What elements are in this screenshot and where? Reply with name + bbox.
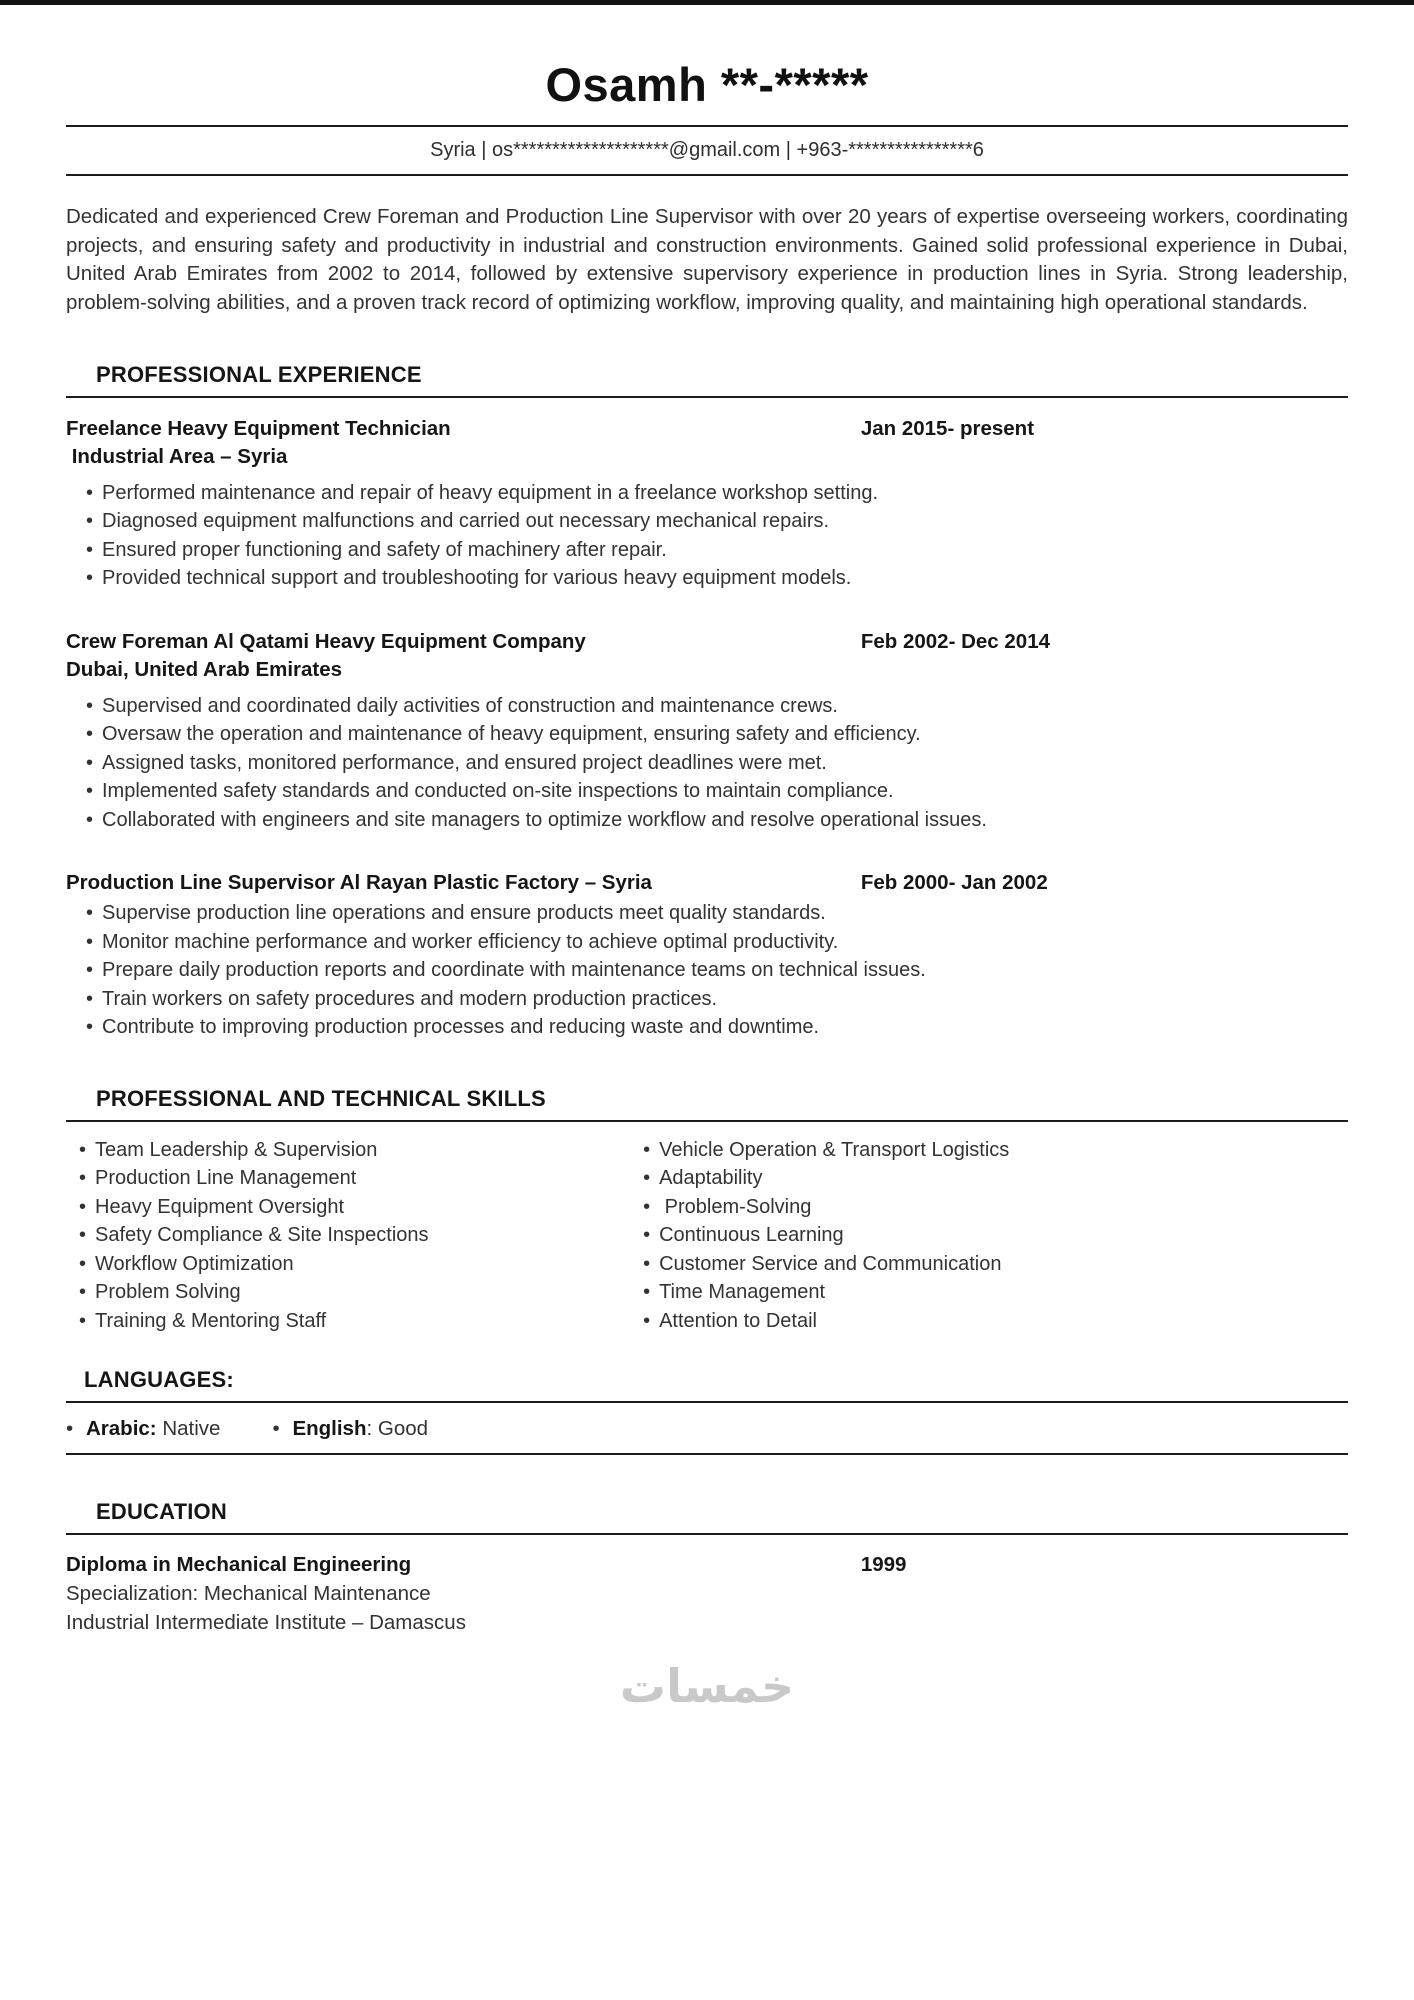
job-bullet: • Implemented safety standards and conducted on-site inspections to maintain compliance. [86, 777, 1348, 806]
job-bullet: • Oversaw the operation and maintenance of heavy equipment, ensuring safety and efficiency. [86, 720, 1348, 749]
job-bullet: • Ensured proper functioning and safety of machinery after repair. [86, 536, 1348, 565]
language-item [272, 1415, 428, 1443]
job-dates: Jan 2015- present [860, 416, 1035, 440]
job-bullet: • Supervise production line operations and ensure products meet quality standards. [86, 899, 1348, 928]
divider [66, 1120, 1348, 1122]
language-label: English [292, 1417, 367, 1441]
job-location: Industrial Area – Syria [66, 444, 288, 468]
skills-list-left [66, 1136, 630, 1336]
skill-item: • Attention to Detail [643, 1307, 1348, 1336]
job-bullet: • Supervised and coordinated daily activities of construction and maintenance crews. [86, 692, 1348, 721]
job-bullet-list [66, 899, 1348, 1042]
job-dates: Feb 2000- Jan 2002 [860, 871, 1048, 895]
skill-item: • Continuous Learning [643, 1221, 1348, 1250]
skill-item: • Team Leadership & Supervision [79, 1136, 630, 1165]
education-details [66, 1580, 1348, 1637]
skill-item: • Customer Service and Communication [643, 1250, 1348, 1279]
contact-line: Syria | os********************@gmail.com | +963-****************6 [430, 139, 984, 161]
job-title-block [66, 628, 861, 684]
skill-item: • Adaptability [643, 1164, 1348, 1193]
job-bullet: • Assigned tasks, monitored performance, and ensured project deadlines were met. [86, 749, 1348, 778]
education-institute: Industrial Intermediate Institute – Damascus [66, 1610, 466, 1634]
skills-column-right [630, 1136, 1348, 1336]
section-title-education: EDUCATION [96, 1499, 227, 1525]
job-title: Crew Foreman Al Qatami Heavy Equipment Company [66, 629, 586, 653]
job-header [66, 869, 1348, 897]
khamsat-watermark: خمسات [619, 1659, 795, 1714]
language-item [66, 1415, 220, 1443]
job-title: Freelance Heavy Equipment Technician [66, 416, 451, 440]
education-entry [66, 1551, 1348, 1637]
top-border [0, 0, 1414, 5]
job-location: Dubai, United Arab Emirates [66, 657, 343, 681]
language-label: Arabic: [86, 1417, 157, 1441]
skill-item: • Problem Solving [79, 1278, 630, 1307]
skill-item: • Problem-Solving [643, 1193, 1348, 1222]
divider [66, 174, 1348, 176]
job-title-block [66, 869, 861, 897]
divider [66, 1533, 1348, 1535]
language-level: Native [156, 1417, 221, 1441]
skills-columns [66, 1136, 1348, 1336]
skill-item: • Vehicle Operation & Transport Logistics [643, 1136, 1348, 1165]
language-level: : Good [366, 1417, 429, 1441]
divider [66, 1401, 1348, 1403]
job-bullet-list [66, 479, 1348, 593]
candidate-name: Osamh **-***** [545, 58, 869, 111]
education-year: 1999 [860, 1553, 907, 1577]
language-list [66, 1415, 1348, 1443]
job-bullet: • Prepare daily production reports and coordinate with maintenance teams on technical issues. [86, 956, 1348, 985]
education-specialization: Specialization: Mechanical Maintenance [66, 1582, 431, 1606]
experience-entry [66, 628, 1348, 835]
job-bullet: • Collaborated with engineers and site managers to optimize workflow and resolve operational issues. [86, 806, 1348, 835]
section-title-languages: LANGUAGES: [84, 1367, 234, 1393]
job-title: Production Line Supervisor Al Rayan Plastic Factory – Syria [66, 871, 652, 895]
skill-item: • Safety Compliance & Site Inspections [79, 1221, 630, 1250]
job-header [66, 628, 1348, 684]
skill-item: • Production Line Management [79, 1164, 630, 1193]
job-bullet: • Performed maintenance and repair of heavy equipment in a freelance workshop setting. [86, 479, 1348, 508]
divider [66, 125, 1348, 127]
skill-item: • Time Management [643, 1278, 1348, 1307]
job-header [66, 415, 1348, 471]
section-title-experience: PROFESSIONAL EXPERIENCE [96, 361, 422, 387]
skills-list-right [630, 1136, 1348, 1336]
skill-item: • Workflow Optimization [79, 1250, 630, 1279]
skills-column-left [66, 1136, 630, 1336]
resume-content [0, 57, 1414, 1713]
section-title-skills: PROFESSIONAL AND TECHNICAL SKILLS [96, 1085, 546, 1111]
divider [66, 1453, 1348, 1455]
job-dates: Feb 2002- Dec 2014 [860, 629, 1051, 653]
skill-item: • Training & Mentoring Staff [79, 1307, 630, 1336]
job-bullet: • Diagnosed equipment malfunctions and carried out necessary mechanical repairs. [86, 507, 1348, 536]
experience-entry [66, 415, 1348, 593]
job-bullet: • Monitor machine performance and worker efficiency to achieve optimal productivity. [86, 928, 1348, 957]
job-bullet-list [66, 692, 1348, 835]
experience-entry [66, 869, 1348, 1042]
job-bullet: • Provided technical support and troubleshooting for various heavy equipment models. [86, 564, 1348, 593]
education-header [66, 1551, 1348, 1579]
education-degree: Diploma in Mechanical Engineering [66, 1553, 412, 1577]
summary-paragraph: Dedicated and experienced Crew Foreman and Production Line Supervisor with over 20 years of expertise overseeing workers, coordinating projects, and ensuring safety and productivity in industrial and construction environments. Gained solid professional experience in Dubai, United Arab Emirates from 2002 to 2014, followed by extensive supervisory experience in production lines in Syria. Strong leadership, problem-solving abilities, and a proven track record of optimizing workflow, improving quality, and maintaining high operational standards. [66, 205, 1348, 315]
skill-item: • Heavy Equipment Oversight [79, 1193, 630, 1222]
job-title-block [66, 415, 861, 471]
divider [66, 396, 1348, 398]
job-bullet: • Train workers on safety procedures and modern production practices. [86, 985, 1348, 1014]
job-bullet: • Contribute to improving production processes and reducing waste and downtime. [86, 1013, 1348, 1042]
